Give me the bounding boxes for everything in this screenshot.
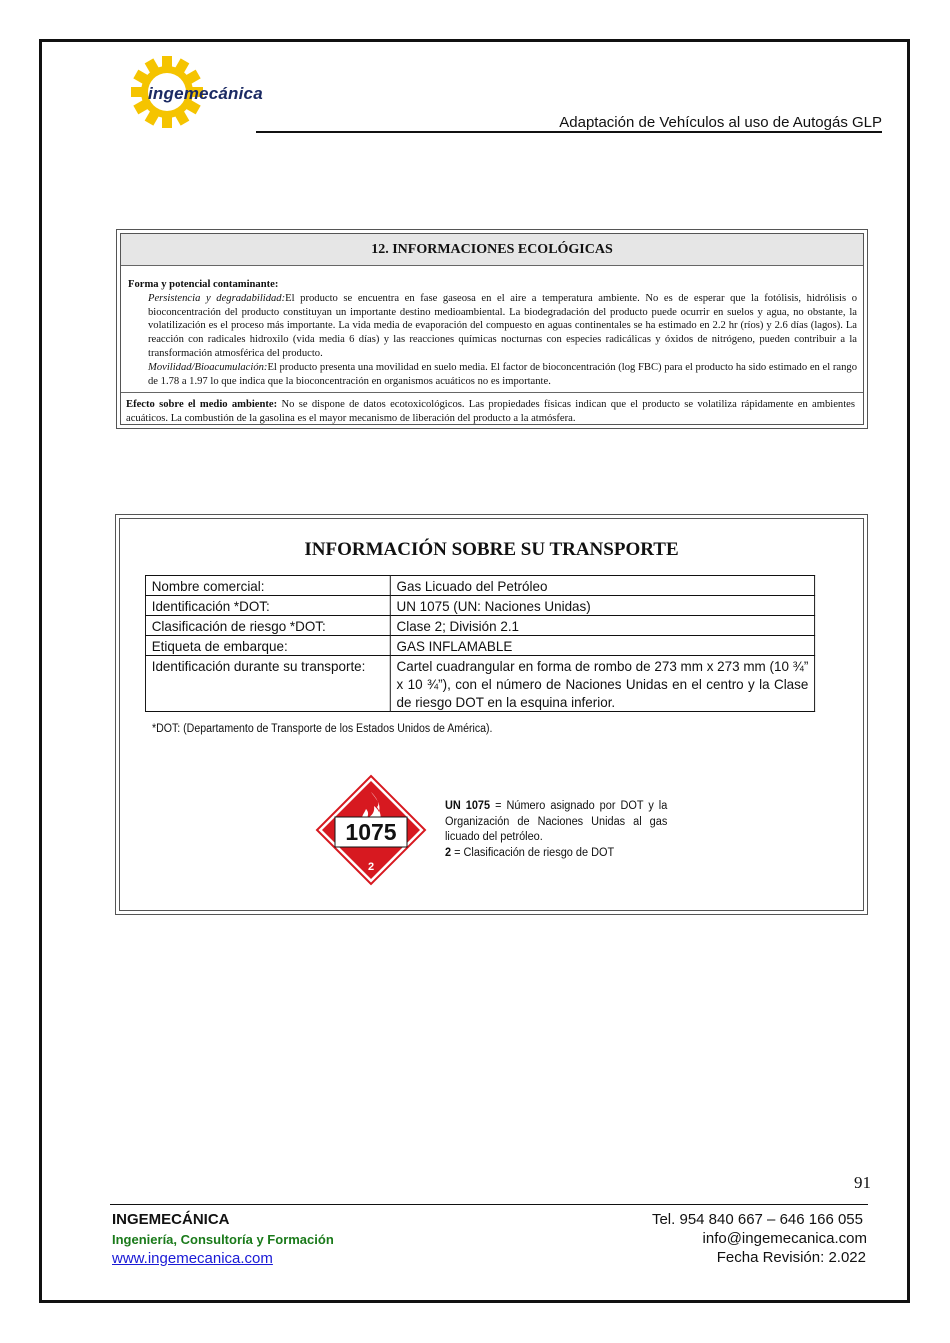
row-value: Cartel cuadrangular en forma de rombo de 273 mm x 273 mm (10 ¾” x 10 ¾”), con el número de Naciones Unidas en el centro y la Clase de riesgo DOT en la esquina inferior. xyxy=(390,656,814,712)
dot-footnote: *DOT: (Departamento de Transporte de los Estados Unidos de América). xyxy=(152,723,493,735)
transport-section xyxy=(115,514,868,915)
efecto-label: Efecto sobre el medio ambiente: xyxy=(126,399,278,411)
class-legend xyxy=(445,846,667,862)
table-row xyxy=(145,656,814,712)
movilidad-paragraph xyxy=(128,361,857,389)
ecology-contaminant-block xyxy=(121,266,863,393)
transport-section-inner xyxy=(119,518,864,911)
placard-number: 1075 xyxy=(345,819,397,845)
ecology-section xyxy=(116,229,868,429)
footer-rule xyxy=(110,1204,868,1205)
placard-legend xyxy=(445,799,667,861)
row-value: Clase 2; División 2.1 xyxy=(390,616,814,636)
footer-tagline: Ingeniería, Consultoría y Formación xyxy=(112,1232,334,1247)
un-legend xyxy=(445,799,667,846)
table-row xyxy=(145,616,814,636)
row-label: Clasificación de riesgo *DOT: xyxy=(145,616,390,636)
efecto-text: No se dispone de datos ecotoxicológicos. Las propiedades físicas indican que el producto se volatiliza rápidamente en ambientes acuáticos. La combustión de la gasolina es el mayor mecanismo de liberación del producto a la atmósfera. xyxy=(126,399,855,425)
footer-company: INGEMECÁNICA xyxy=(112,1211,230,1228)
row-value: Gas Licuado del Petróleo xyxy=(390,576,814,596)
movilidad-text: El producto presenta una movilidad en suelo media. El factor de bioconcentración (log FBC) para el producto ha sido estimado en el rango de 1.78 a 1.97 lo que indica que la bioconcentración en organismos acuáticos no es importante. xyxy=(148,361,857,387)
logo-text: ingemecánica xyxy=(148,84,263,103)
row-label: Etiqueta de embarque: xyxy=(145,636,390,656)
ecology-title: 12. INFORMACIONES ECOLÓGICAS xyxy=(121,234,863,266)
movilidad-label: Movilidad/Bioacumulación: xyxy=(148,361,268,373)
forma-label: Forma y potencial contaminante: xyxy=(128,279,279,290)
persistencia-label: Persistencia y degradabilidad: xyxy=(148,292,286,304)
row-label: Nombre comercial: xyxy=(145,576,390,596)
transport-title: INFORMACIÓN SOBRE SU TRANSPORTE xyxy=(304,539,679,560)
table-row xyxy=(145,576,814,596)
header-rule xyxy=(256,131,882,133)
placard-class: 2 xyxy=(367,861,375,873)
efecto-paragraph xyxy=(121,393,863,430)
footer-email[interactable]: info@ingemecanica.com xyxy=(702,1230,867,1247)
class-legend-label: 2 xyxy=(445,846,452,859)
page-number: 91 xyxy=(854,1173,871,1192)
table-row xyxy=(145,636,814,656)
row-label: Identificación durante su transporte: xyxy=(145,656,390,712)
hazard-placard-icon xyxy=(315,774,427,886)
footer-phone: Tel. 954 840 667 – 646 166 055 xyxy=(651,1211,863,1228)
row-value: UN 1075 (UN: Naciones Unidas) xyxy=(390,596,814,616)
footer-website-link[interactable]: www.ingemecanica.com xyxy=(112,1250,273,1267)
row-label: Identificación *DOT: xyxy=(145,596,390,616)
class-legend-text: = Clasificación de riesgo de DOT xyxy=(454,846,615,859)
table-row xyxy=(145,596,814,616)
footer-revision-date: Fecha Revisión: 2.022 xyxy=(716,1249,866,1266)
un-legend-text: = Número asignado por DOT y la Organización de Naciones Unidas al gas licuado del petróleo. xyxy=(445,800,668,843)
ecology-section-inner xyxy=(120,233,864,425)
un-legend-label: UN 1075 xyxy=(445,800,491,812)
document-title: Adaptación de Vehículos al uso de Autogás GLP xyxy=(559,114,882,131)
persistencia-paragraph xyxy=(128,292,857,361)
row-value: GAS INFLAMABLE xyxy=(390,636,814,656)
persistencia-text: El producto se encuentra en fase gaseosa en el aire a temperatura ambiente. No es de esperar que la fotólisis, hidrólisis o bioconcentración del producto constituyan un importante destino medioambiental. La biodegradación del producto puede ocurrir en suelos y agua, no obstante, la volatilización es el proceso más importante. La vida media de evaporación del compuesto en aguas continentales se ha estimado en 2.2 hr (ríos) y 2.6 días (lagos). La reacción con radicales hidroxilo (vida media 6 días) y las reacciones químicas nocturnas con especies radicálicas y óxidos de nitrógeno, pueden contribuir a la transformación atmosférica del producto. xyxy=(148,292,857,359)
transport-table xyxy=(145,575,815,712)
